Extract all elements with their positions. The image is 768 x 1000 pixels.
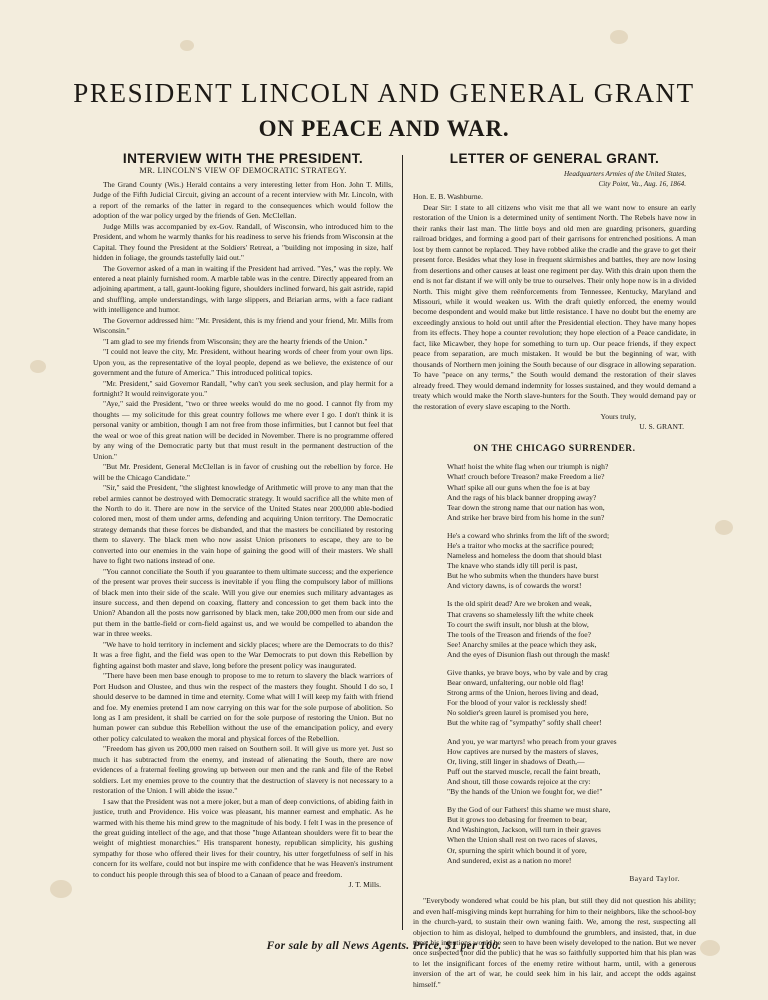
poem — [413, 462, 696, 865]
poem-line: No soldier's green laurel is promised you here, — [447, 708, 589, 718]
letter-dateline — [413, 169, 696, 189]
poem-line: Puff out the starved muscle, recall the faint breath, — [447, 766, 601, 776]
interview-paragraph: "I could not leave the city, Mr. President, without hearing words of cheer from your own lips. Upon you, as the representative of the loyal people, depend as we believe, the existence of our government and the future of America." This introduced political topics. — [93, 347, 393, 378]
dateline-headquarters: Headquarters Armies of the United States, — [563, 170, 686, 179]
poem-line: To court the swift insult, nor blush at the blow, — [447, 619, 589, 629]
poem-line: See! Anarchy smiles at the peace which they ask, — [447, 639, 597, 649]
poem-line: Is the old spirit dead? Are we broken and weak, — [447, 599, 592, 609]
interview-paragraph: "Mr. President," said Governor Randall, "why can't you seek seclusion, and play hermit for a fortnight? It would reinvigorate you." — [93, 378, 393, 398]
poem-line: How captives are nursed by the masters of slaves, — [447, 746, 599, 756]
interview-paragraph: Judge Mills was accompanied by ex-Gov. Randall, of Wisconsin, who introduced him to the President, and whom he warmly thanks for his readiness to serve his friends from Wisconsin at the Capital. They found the President at the Soldiers' Retreat, a "building not imposing in size, half hidden in foliage, the grounds tastefully laid out." — [93, 221, 393, 263]
interview-paragraph: The Governor asked of a man in waiting if the President had arrived. "Yes," was the reply. We entered a neat plainly furnished room. A marble table was in the centre. Directly appeared from an adjoining apartment, a tall, gaunt-looking figure, shoulders inclined forward, his gait astride, rapid and shuffling, ample understandings, with large slippers, and Briarian arms, with a face radiant with intelligence and humor. — [93, 263, 393, 315]
poem-line: When the Union shall rest on two races of slaves, — [447, 835, 598, 845]
page-subtitle: ON PEACE AND WAR. — [258, 116, 510, 141]
poem-line: What! hoist the white flag when our triumph is nigh? — [447, 462, 609, 472]
foxing-stain — [180, 40, 194, 51]
interview-paragraph: The Grand County (Wis.) Herald contains a very interesting letter from Hon. John T. Mills, Judge of the Fifth Judicial Circuit, giving an account of a recent interview with Mr. Lincoln, with a report of the remarks of the latter in regard to the consequences which would follow the adoption of the war policy urged by the friends of Gen. McClellan. — [93, 179, 393, 221]
interview-paragraph: "Freedom has given us 200,000 men raised on Southern soil. It will give us more yet. Just so much it has subtracted from the enemy, and instead of alienating the South, there are now evidences of a fraternal feeling growing up between our men and the rank and file of the Rebel soldiers. Let my enemies prove to the country that the destruction of slavery is not necessary to a restoration of the Union. I will abide the issue." — [93, 744, 393, 796]
poem-line: And you, ye war martyrs! who preach from your graves — [447, 736, 617, 746]
page-title: PRESIDENT LINCOLN AND GENERAL GRANT — [73, 78, 695, 108]
poem-line: The tools of the Treason and friends of the foe? — [447, 629, 592, 639]
interview-paragraph: "You cannot conciliate the South if you guarantee to them ultimate success; and the experience of the present war proves their success is inevitable if you fling the compulsory labor of millions of black men into their side of the scale. Will you give our enemies such military advantages as insure success, and then depend on coaxing, flattery and concession to get them back into the Union? Abandon all the posts now garrisoned by black men, take 200,000 men from our side and put them in the battle-field or corn-field against us, and we would be compelled to abandon the war in three weeks. — [93, 566, 393, 639]
poem-line: For the blood of your valor is recklessly shed! — [447, 698, 588, 708]
interview-signature: J. T. Mills. — [348, 880, 381, 890]
poem-heading: ON THE CHICAGO SURRENDER. — [473, 443, 636, 454]
foxing-stain — [30, 360, 46, 373]
poem-line: By the God of our Fathers! this shame we must share, — [447, 805, 611, 815]
poem-stanza — [447, 531, 696, 592]
left-column — [93, 150, 393, 891]
letter-body: Dear Sir: I state to all citizens who visit me that all we want now to ensure an early restoration of the Union is a determined unity of sentiment North. The Rebels have now in their ranks their last man. The little boys and old men are guarding prisoners, guarding railroad bridges, and forming a good part of their garrisons for entrenched positions. A man lost by them cannot be replaced. They have robbed alike the cradle and the grave to get their present force. Besides what they lose in frequent skirmishes and battles, they are now losing from desertions and other causes at least one regiment per day. With this drain upon them the end is not far distant if we will only be true to ourselves. Their only hope now is in a divided North. This might give them reënforcements from Tennessee, Kentucky, Maryland and Missouri, while it would weaken us. With the draft quietly enforced, the enemy would become despondent and would make but little resistance. I have no doubt but the enemy are exceedingly anxious to hold out until after the Presidential election. They have many hopes from its effects. They hope a counter revolution; they hope election of a Peace candidate, in fact, like Micawber, they hope for something to turn up. Our peace friends, if they expect peace from separation, are much mistaken. It would be but the beginning of war, with thousands of Northern men joining the South because of our disgrace in allowing separation. To have "peace on any terms," the South would demand the restoration of their slaves already freed. They would demand indemnity for losses sustained, and they would demand a treaty which would make the North slave-hunters for the South. They would demand pay or the restoration of every slave escaping to the North. — [413, 202, 696, 411]
poem-line: But he who submits when the thunders have burst — [447, 571, 599, 581]
poem-line: Give thanks, ye brave boys, who by vale and by crag — [447, 668, 608, 678]
poem-line: What! spike all our guns when the foe is at bay — [447, 482, 590, 492]
poem-line: He's a coward who shrinks from the lift of the sword; — [447, 530, 610, 540]
closing-quote: "Everybody wondered what could be his plan, but still they did not question his ability; and even half-misgiving minds kept hurrahing for him to their neighbors, like the school-boy in the church-yard, to sustain their own waning faith. We, among the rest, suspecting all objection to him as disloyal, helped to dumbfound the grumblers, and insisted, that, in due time, his intentions would be seen to have been wisely developed to the nation. But we never once suspected (nor did the public) that he was so faithfully supported him that his plan was to let the insignificant forces of the enemy retire without harm, until, with a generous inversion of the art of war, he could seek him in his lair, and accept the odds against himself." — [413, 896, 696, 989]
poem-line: What! crouch before Treason? make Freedom a lie? — [447, 472, 605, 482]
poem-line: The knave who stands idly till peril is past, — [447, 561, 578, 571]
foxing-stain — [715, 520, 733, 535]
sale-footer: For sale by all News Agents. Price, $1 per 100. — [266, 940, 502, 952]
poem-stanza — [447, 668, 696, 729]
interview-paragraph: "We have to hold territory in inclement and sickly places; where are the Democrats to do this? It was a free fight, and the field was open to the War Democrats to put down this Rebellion by fighting against both master and slave, long before the present policy was inaugurated. — [93, 639, 393, 670]
poem-line: Tear down the strong name that our nation has won, — [447, 502, 605, 512]
poem-line: Strong arms of the Union, heroes living and dead, — [447, 688, 599, 698]
letter-addressee: Hon. E. B. Washburne. — [413, 192, 483, 202]
poem-line: That cravens so shamelessly lift the white cheek — [447, 609, 594, 619]
dateline-place-date: City Point, Va., Aug. 16, 1864. — [598, 180, 686, 189]
poem-line: And shout, till those cowards rejoice at the cry: — [447, 776, 591, 786]
poem-stanza — [447, 462, 696, 523]
interview-paragraph: "I am glad to see my friends from Wisconsin; they are the hearty friends of the Union." — [103, 336, 368, 346]
poem-signature: Bayard Taylor. — [629, 873, 680, 883]
poem-stanza — [447, 599, 696, 660]
letter-signature: U. S. GRANT. — [639, 422, 684, 432]
interview-heading: INTERVIEW WITH THE PRESIDENT. — [122, 151, 364, 166]
foxing-stain — [50, 880, 72, 898]
right-column — [413, 150, 696, 990]
interview-paragraph: The Governor addressed him: "Mr. President, this is my friend and your friend, Mr. Mills from Wisconsin." — [93, 315, 393, 336]
interview-paragraph: I saw that the President was not a mere joker, but a man of deep convictions, of abiding faith in justice, truth and Providence. His voice was pleasant, his manner earnest and emphatic. As he warmed with his theme his mind grew to the magnitude of his body. I felt I was in the presence of the great guiding intellect of the age, and that those "huge Atlantean shoulders were fit to bear the weight of mightiest monarchies." His transparent honesty, republican simplicity, his gushing sympathy for those who offered their lives for their country, his utter forgetfulness of self in his concern for its welfare, could not but inspire me with confidence that he was Heaven's instrument to conduct his people through this sea of blood to a Canaan of peace and freedom. — [93, 796, 393, 879]
interview-paragraph: "Aye," said the President, "two or three weeks would do me no good. I cannot fly from my thoughts — my solicitude for this great country follows me where ever I go. I don't think it is personal vanity or ambition, though I am not free from those infirmities, but I cannot but feel that the weal or woe of this great nation will be decided in November. There is no programme offered by any wing of the Democratic party but that must result in the permanent destruction of the Union." — [93, 399, 393, 461]
poem-line: And victory dawns, is of cowards the worst! — [447, 581, 582, 591]
poem-line: Or, spurning the spirit which bound it of yore, — [447, 845, 587, 855]
column-divider — [402, 155, 403, 930]
poem-stanza — [447, 805, 696, 866]
interview-paragraph: "Sir," said the President, "the slightest knowledge of Arithmetic will prove to any man that the rebel armies cannot be destroyed with Democratic strategy. It would sacrifice all the white men of the North to do it. There are now in the service of the United States near 200,000 able-bodied colored men, most of them under arms, defending and acquiring Union territory. The Democratic strategy demands that these forces be disbanded, and that the masters be conciliated by restoring them to slavery. The black men who now assist Union prisoners to escape, they are to be converted into our enemies in the vain hope of gaining the good will of their masters. We shall have to fight two nations instead of one. — [93, 483, 393, 566]
poem-line: And sundered, exist as a nation no more! — [447, 855, 572, 865]
poem-line: And the rags of his black banner dropping away? — [447, 492, 597, 502]
foxing-stain — [610, 30, 628, 44]
poem-line: And Washington, Jackson, will turn in their graves — [447, 825, 601, 835]
poem-line: "By the hands of the Union we fought for, we die!" — [447, 787, 603, 797]
poem-line: He's a traitor who mocks at the sacrifice poured; — [447, 540, 594, 550]
interview-paragraph: "There have been men base enough to propose to me to return to slavery the black warriors of Port Hudson and Olustee, and thus win the respect of the masters they fought. Should I do so, I should deserve to be damned in time and eternity. Come what will I will keep my faith with friend and foe. My enemies pretend I am now carrying on this war for the sole purpose of abolition. So long as I am president, it shall be carried on for the sole purpose of restoring the Union. But no human power can subdue this Rebellion without the use of the emancipation policy, and every other policy calculated to weaken the moral and physical forces of the Rebellion. — [93, 671, 393, 743]
poem-line: But the white rag of "sympathy" softly shall cheer! — [447, 718, 602, 728]
poem-line: And strike her brave bird from his home in the sun? — [447, 512, 605, 522]
interview-subheading: MR. LINCOLN'S VIEW OF DEMOCRATIC STRATEGY. — [139, 166, 347, 176]
poem-line: And the eyes of Disunion flash out through the mask! — [447, 649, 611, 659]
poem-line: Nameless and homeless the doom that should blast — [447, 551, 602, 561]
poem-line: Or, living, still linger in shadows of Death,— — [447, 756, 585, 766]
grant-letter-heading: LETTER OF GENERAL GRANT. — [449, 151, 660, 166]
interview-paragraph: "But Mr. President, General McClellan is in favor of crushing out the rebellion by force. He will be the Chicago Candidate." — [93, 462, 393, 482]
poem-stanza — [447, 737, 696, 798]
poem-line: But it grows too debasing for freemen to bear, — [447, 815, 587, 825]
letter-closing: Yours truly, — [600, 411, 636, 421]
poem-line: Bear onward, unfaltering, our noble old flag! — [447, 678, 584, 688]
